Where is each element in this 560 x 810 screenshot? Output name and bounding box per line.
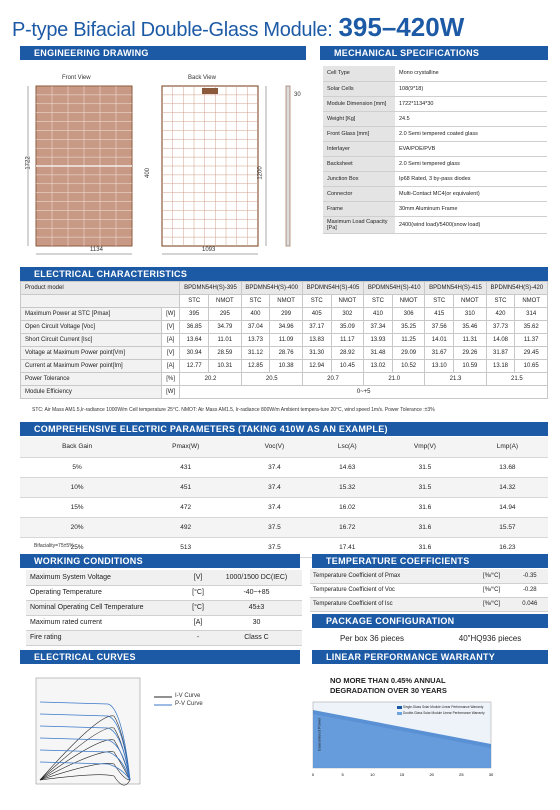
front-view-label: Front View bbox=[62, 75, 91, 81]
temp-row bbox=[310, 583, 548, 597]
param-value: 29.45 bbox=[515, 347, 548, 360]
param-value: 405 bbox=[302, 308, 331, 321]
mech-row bbox=[323, 81, 547, 96]
mech-key: Junction Box bbox=[323, 171, 395, 186]
legend-pv: P-V Curve bbox=[175, 701, 203, 707]
model-name: BPDMN54H(S)-415 bbox=[425, 282, 486, 295]
mech-row bbox=[323, 126, 547, 141]
mech-key: Interlayer bbox=[323, 141, 395, 156]
warranty-ylabel: Guaranteed Power bbox=[316, 717, 322, 752]
spacer bbox=[21, 295, 180, 308]
tolerance-value: 20.5 bbox=[241, 373, 302, 386]
param-value: 31.30 bbox=[302, 347, 331, 360]
stc-label: STC bbox=[425, 295, 454, 308]
engineering-header: ENGINEERING DRAWING bbox=[20, 46, 306, 60]
param-unit: [V] bbox=[161, 321, 179, 334]
comp-value: 17.41 bbox=[312, 537, 383, 557]
comp-row bbox=[20, 497, 548, 517]
temp-value: -0.28 bbox=[512, 583, 548, 597]
working-table bbox=[26, 570, 302, 646]
tolerance-value: 21.5 bbox=[486, 373, 547, 386]
param-value: 14.01 bbox=[425, 334, 454, 347]
param-value: 30.94 bbox=[180, 347, 209, 360]
mech-row bbox=[323, 111, 547, 126]
temp-row bbox=[310, 569, 548, 583]
comp-value: 431 bbox=[134, 457, 237, 477]
comp-value: 13.68 bbox=[467, 457, 548, 477]
mech-key: Frame bbox=[323, 201, 395, 216]
param-value: 35.25 bbox=[392, 321, 425, 334]
package-header: PACKAGE CONFIGURATION bbox=[312, 614, 548, 628]
mech-key: Maximum Load Capacity [Pa] bbox=[323, 216, 395, 233]
working-unit: [°C] bbox=[185, 600, 211, 615]
dim-width-front-label: 1134 bbox=[90, 247, 103, 253]
package-container: 40"HQ936 pieces bbox=[458, 633, 522, 643]
comp-value: 16.23 bbox=[467, 537, 548, 557]
mech-value: EVA/POE/PVB bbox=[395, 141, 547, 156]
param-value: 395 bbox=[180, 308, 209, 321]
working-label: Maximum rated current bbox=[26, 615, 185, 630]
mech-key: Cell Type bbox=[323, 66, 395, 81]
dim-400-label: 400 bbox=[145, 167, 152, 179]
comp-header: Voc(V) bbox=[237, 437, 311, 457]
temp-label: Temperature Coefficient of Pmax bbox=[310, 569, 472, 583]
param-value: 34.96 bbox=[270, 321, 303, 334]
param-value: 29.09 bbox=[392, 347, 425, 360]
title-prefix: P-type Bifacial Double-Glass Module: bbox=[12, 19, 333, 41]
nmot-label: NMOT bbox=[209, 295, 242, 308]
param-unit: [W] bbox=[161, 308, 179, 321]
temp-label: Temperature Coefficient of Isc bbox=[310, 597, 472, 611]
warranty-xtick: 25 bbox=[459, 772, 464, 777]
param-value: 31.48 bbox=[364, 347, 393, 360]
nmot-label: NMOT bbox=[392, 295, 425, 308]
warranty-xtick: 30 bbox=[488, 772, 494, 777]
tolerance-value: 20.7 bbox=[302, 373, 363, 386]
param-value: 36.85 bbox=[180, 321, 209, 334]
comp-value: 37.4 bbox=[237, 497, 311, 517]
comp-value: 16.02 bbox=[312, 497, 383, 517]
mech-value: Mono crystalline bbox=[395, 66, 547, 81]
comp-value: 10% bbox=[20, 477, 134, 497]
tolerance-unit: [%] bbox=[161, 373, 179, 386]
param-value: 11.17 bbox=[331, 334, 364, 347]
nmot-label: NMOT bbox=[270, 295, 303, 308]
comp-value: 14.63 bbox=[312, 457, 383, 477]
mech-value: 2.0 Semi tempered glass bbox=[395, 156, 547, 171]
temp-label: Temperature Coefficient of Voc bbox=[310, 583, 472, 597]
mech-key: Solar Cells bbox=[323, 81, 395, 96]
param-value: 11.31 bbox=[454, 334, 487, 347]
param-value: 12.94 bbox=[302, 360, 331, 373]
warranty-legend-2: Double-Glass Solar Module Linear Performance Warranty bbox=[403, 711, 485, 715]
comp-value: 14.32 bbox=[467, 477, 548, 497]
stc-label: STC bbox=[486, 295, 515, 308]
param-value: 37.56 bbox=[425, 321, 454, 334]
back-view-drawing bbox=[162, 86, 290, 254]
temperature-header: TEMPERATURE COEFFICIENTS bbox=[312, 554, 548, 568]
param-label: Current at Maximum Power point[Im] bbox=[21, 360, 162, 373]
param-value: 13.64 bbox=[180, 334, 209, 347]
working-unit: [A] bbox=[185, 615, 211, 630]
package-row bbox=[312, 630, 548, 646]
comp-value: 5% bbox=[20, 457, 134, 477]
working-header: WORKING CONDITIONS bbox=[20, 554, 300, 568]
package-box: Per box 36 pieces bbox=[339, 633, 405, 643]
param-value: 13.83 bbox=[302, 334, 331, 347]
param-value: 310 bbox=[454, 308, 487, 321]
comp-value: 31.5 bbox=[383, 477, 467, 497]
param-value: 37.04 bbox=[241, 321, 270, 334]
temp-row bbox=[310, 597, 548, 611]
param-value: 13.93 bbox=[364, 334, 393, 347]
param-value: 34.79 bbox=[209, 321, 242, 334]
bifaciality-note: Bifaciality=75±5% bbox=[34, 543, 74, 549]
comp-value: 37.4 bbox=[237, 457, 311, 477]
curves-header: ELECTRICAL CURVES bbox=[20, 650, 300, 664]
model-name: BPDMN54H(S)-400 bbox=[241, 282, 302, 295]
param-value: 13.10 bbox=[425, 360, 454, 373]
param-label: Short Circuit Current [Isc] bbox=[21, 334, 162, 347]
comprehensive-header: COMPREHENSIVE ELECTRIC PARAMETERS (TAKING 410W AS AN EXAMPLE) bbox=[20, 422, 548, 436]
back-view-label: Back View bbox=[188, 75, 216, 81]
param-value: 14.08 bbox=[486, 334, 515, 347]
engineering-drawing bbox=[14, 64, 314, 264]
param-value: 11.01 bbox=[209, 334, 242, 347]
param-value: 11.37 bbox=[515, 334, 548, 347]
comp-value: 451 bbox=[134, 477, 237, 497]
mech-value: 24.5 bbox=[395, 111, 547, 126]
comp-value: 513 bbox=[134, 537, 237, 557]
comp-row bbox=[20, 477, 548, 497]
warranty-legend-1: Single-Glass Solar Module Linear Performance Warranty bbox=[403, 705, 484, 709]
temp-unit: [%/°C] bbox=[472, 569, 512, 583]
tolerance-value: 20.2 bbox=[180, 373, 241, 386]
param-value: 37.17 bbox=[302, 321, 331, 334]
comp-value: 15.32 bbox=[312, 477, 383, 497]
warranty-chart bbox=[305, 700, 505, 800]
param-value: 31.87 bbox=[486, 347, 515, 360]
model-name: BPDMN54H(S)-405 bbox=[302, 282, 363, 295]
stc-label: STC bbox=[241, 295, 270, 308]
param-value: 12.85 bbox=[241, 360, 270, 373]
tolerance-value: 21.3 bbox=[425, 373, 486, 386]
efficiency-value: 0~+5 bbox=[180, 386, 548, 399]
param-value: 11.09 bbox=[270, 334, 303, 347]
param-value: 400 bbox=[241, 308, 270, 321]
dim-height-label: 1722 bbox=[25, 156, 32, 170]
param-value: 35.62 bbox=[515, 321, 548, 334]
comp-header: Lsc(A) bbox=[312, 437, 383, 457]
temperature-table bbox=[310, 569, 548, 612]
nmot-label: NMOT bbox=[454, 295, 487, 308]
param-value: 13.02 bbox=[364, 360, 393, 373]
stc-label: STC bbox=[180, 295, 209, 308]
model-name: BPDMN54H(S)-420 bbox=[486, 282, 547, 295]
comp-value: 25% bbox=[20, 537, 134, 557]
working-row bbox=[26, 585, 302, 600]
param-value: 410 bbox=[364, 308, 393, 321]
mech-row bbox=[323, 186, 547, 201]
comp-value: 31.6 bbox=[383, 517, 467, 537]
junction-box bbox=[202, 88, 218, 94]
side-view bbox=[286, 86, 290, 246]
working-label: Maximum System Voltage bbox=[26, 570, 185, 585]
mech-value: Ip68 Rated, 3 by-pass diodes bbox=[395, 171, 547, 186]
model-name: BPDMN54H(S)-395 bbox=[180, 282, 241, 295]
param-value: 35.09 bbox=[331, 321, 364, 334]
working-row bbox=[26, 600, 302, 615]
param-value: 28.76 bbox=[270, 347, 303, 360]
warranty-header: LINEAR PERFORMANCE WARRANTY bbox=[312, 650, 548, 664]
comp-value: 37.5 bbox=[237, 517, 311, 537]
tolerance-label: Power Tolerance bbox=[21, 373, 162, 386]
warranty-xtick: 20 bbox=[429, 772, 434, 777]
comp-value: 31.6 bbox=[383, 537, 467, 557]
param-value: 10.52 bbox=[392, 360, 425, 373]
nmot-label: NMOT bbox=[331, 295, 364, 308]
title-range: 395–420W bbox=[338, 12, 465, 42]
comp-value: 20% bbox=[20, 517, 134, 537]
param-value: 35.46 bbox=[454, 321, 487, 334]
mech-key: Module Dimension [mm] bbox=[323, 96, 395, 111]
comp-value: 31.5 bbox=[383, 457, 467, 477]
electrical-note: STC: Air Mass AM1.5,Ir-radiance 1000W/m Cell temperature 25°C. NMOT: Air Mass AM1.5, Ir-radiance 800W/m Ambient tempera-ture 20°C, wind speed 1m/s. Power Tolerance :±3% bbox=[32, 407, 435, 413]
param-value: 10.31 bbox=[209, 360, 242, 373]
mech-value: Multi-Contact MC4(or equivalent) bbox=[395, 186, 547, 201]
comp-value: 16.72 bbox=[312, 517, 383, 537]
param-value: 306 bbox=[392, 308, 425, 321]
mech-row bbox=[323, 141, 547, 156]
electrical-curves-chart bbox=[30, 672, 300, 792]
mech-row bbox=[323, 201, 547, 216]
mech-key: Connector bbox=[323, 186, 395, 201]
model-name: BPDMN54H(S)-410 bbox=[364, 282, 425, 295]
working-value: -40~+85 bbox=[211, 585, 302, 600]
working-value: Class C bbox=[211, 630, 302, 645]
param-value: 10.45 bbox=[331, 360, 364, 373]
param-label: Open Circuit Voltage [Voc] bbox=[21, 321, 162, 334]
legend-iv: I-V Curve bbox=[175, 693, 201, 699]
param-value: 299 bbox=[270, 308, 303, 321]
param-unit: [A] bbox=[161, 334, 179, 347]
param-value: 31.67 bbox=[425, 347, 454, 360]
param-value: 10.59 bbox=[454, 360, 487, 373]
comp-value: 37.4 bbox=[237, 477, 311, 497]
working-label: Fire rating bbox=[26, 630, 185, 645]
param-label: Voltage at Maximum Power point[Vm] bbox=[21, 347, 162, 360]
working-value: 30 bbox=[211, 615, 302, 630]
page-title bbox=[12, 12, 464, 42]
param-unit: [V] bbox=[161, 347, 179, 360]
mech-value: 2.0 Semi tempered coated glass bbox=[395, 126, 547, 141]
param-unit: [A] bbox=[161, 360, 179, 373]
param-value: 31.12 bbox=[241, 347, 270, 360]
comprehensive-table bbox=[20, 437, 548, 558]
param-value: 13.73 bbox=[241, 334, 270, 347]
param-value: 420 bbox=[486, 308, 515, 321]
mech-value: 30mm Aluminum Frame bbox=[395, 201, 547, 216]
warranty-headline: NO MORE THAN 0.45% ANNUAL DEGRADATION OVER 30 YEARS bbox=[330, 676, 447, 695]
warranty-xtick: 5 bbox=[341, 772, 344, 777]
param-value: 28.92 bbox=[331, 347, 364, 360]
efficiency-unit: [W] bbox=[161, 386, 179, 399]
working-row bbox=[26, 630, 302, 645]
temp-unit: [%/°C] bbox=[472, 597, 512, 611]
param-value: 37.73 bbox=[486, 321, 515, 334]
comp-row bbox=[20, 517, 548, 537]
stc-label: STC bbox=[364, 295, 393, 308]
comp-header: Lmp(A) bbox=[467, 437, 548, 457]
param-value: 415 bbox=[425, 308, 454, 321]
working-value: 1000/1500 DC(IEC) bbox=[211, 570, 302, 585]
mech-row bbox=[323, 216, 547, 233]
working-value: 45±3 bbox=[211, 600, 302, 615]
mech-key: Backsheet bbox=[323, 156, 395, 171]
electrical-table bbox=[20, 281, 548, 399]
working-label: Nominal Operating Cell Temperature bbox=[26, 600, 185, 615]
param-value: 29.26 bbox=[454, 347, 487, 360]
comp-value: 31.6 bbox=[383, 497, 467, 517]
param-value: 10.65 bbox=[515, 360, 548, 373]
mech-row bbox=[323, 66, 547, 81]
comp-row bbox=[20, 457, 548, 477]
param-value: 12.77 bbox=[180, 360, 209, 373]
mech-row bbox=[323, 171, 547, 186]
warranty-xtick: 0 bbox=[311, 772, 315, 777]
comp-value: 37.5 bbox=[237, 537, 311, 557]
param-value: 10.38 bbox=[270, 360, 303, 373]
param-value: 13.18 bbox=[486, 360, 515, 373]
mech-row bbox=[323, 156, 547, 171]
temp-value: -0.35 bbox=[512, 569, 548, 583]
comp-value: 15% bbox=[20, 497, 134, 517]
comp-value: 15.57 bbox=[467, 517, 548, 537]
comp-value: 492 bbox=[134, 517, 237, 537]
nmot-label: NMOT bbox=[515, 295, 548, 308]
stc-label: STC bbox=[302, 295, 331, 308]
param-value: 302 bbox=[331, 308, 364, 321]
efficiency-label: Module Efficiency bbox=[21, 386, 162, 399]
param-label: Maximum Power at STC [Pmax] bbox=[21, 308, 162, 321]
comp-header: Vmp(V) bbox=[383, 437, 467, 457]
warranty-xtick: 10 bbox=[370, 772, 375, 777]
param-value: 314 bbox=[515, 308, 548, 321]
electrical-header: ELECTRICAL CHARACTERISTICS bbox=[20, 267, 548, 281]
comp-header-row bbox=[20, 437, 548, 457]
temp-unit: [%/°C] bbox=[472, 583, 512, 597]
mech-key: Weight [Kg] bbox=[323, 111, 395, 126]
comp-header: Pmax(W) bbox=[134, 437, 237, 457]
param-value: 295 bbox=[209, 308, 242, 321]
dim-width-back-label: 1093 bbox=[202, 247, 216, 253]
mech-value: 1722*1134*30 bbox=[395, 96, 547, 111]
front-view-drawing bbox=[25, 86, 132, 254]
mechanical-header: MECHANICAL SPECIFICATIONS bbox=[320, 46, 548, 60]
product-model-label: Product model bbox=[21, 282, 180, 295]
param-value: 37.34 bbox=[364, 321, 393, 334]
warranty-xtick: 15 bbox=[399, 772, 405, 777]
mech-key: Front Glass [mm] bbox=[323, 126, 395, 141]
working-row bbox=[26, 615, 302, 630]
mech-row bbox=[323, 96, 547, 111]
comp-value: 14.94 bbox=[467, 497, 548, 517]
param-value: 11.25 bbox=[392, 334, 425, 347]
mechanical-spec-table bbox=[323, 66, 547, 234]
comp-header: Back Gain bbox=[20, 437, 134, 457]
tolerance-value: 21.0 bbox=[364, 373, 425, 386]
mech-value: 2400(wind load)/5400(snow load) bbox=[395, 216, 547, 233]
dim-1200-label: 1200 bbox=[257, 166, 264, 180]
dim-side-label: 30 bbox=[294, 92, 301, 98]
param-value: 28.59 bbox=[209, 347, 242, 360]
working-unit: - bbox=[185, 630, 211, 645]
mech-value: 108(9*18) bbox=[395, 81, 547, 96]
working-unit: [V] bbox=[185, 570, 211, 585]
working-label: Operating Temperature bbox=[26, 585, 185, 600]
temp-value: 0.046 bbox=[512, 597, 548, 611]
working-unit: [°C] bbox=[185, 585, 211, 600]
comp-value: 472 bbox=[134, 497, 237, 517]
working-row bbox=[26, 570, 302, 585]
